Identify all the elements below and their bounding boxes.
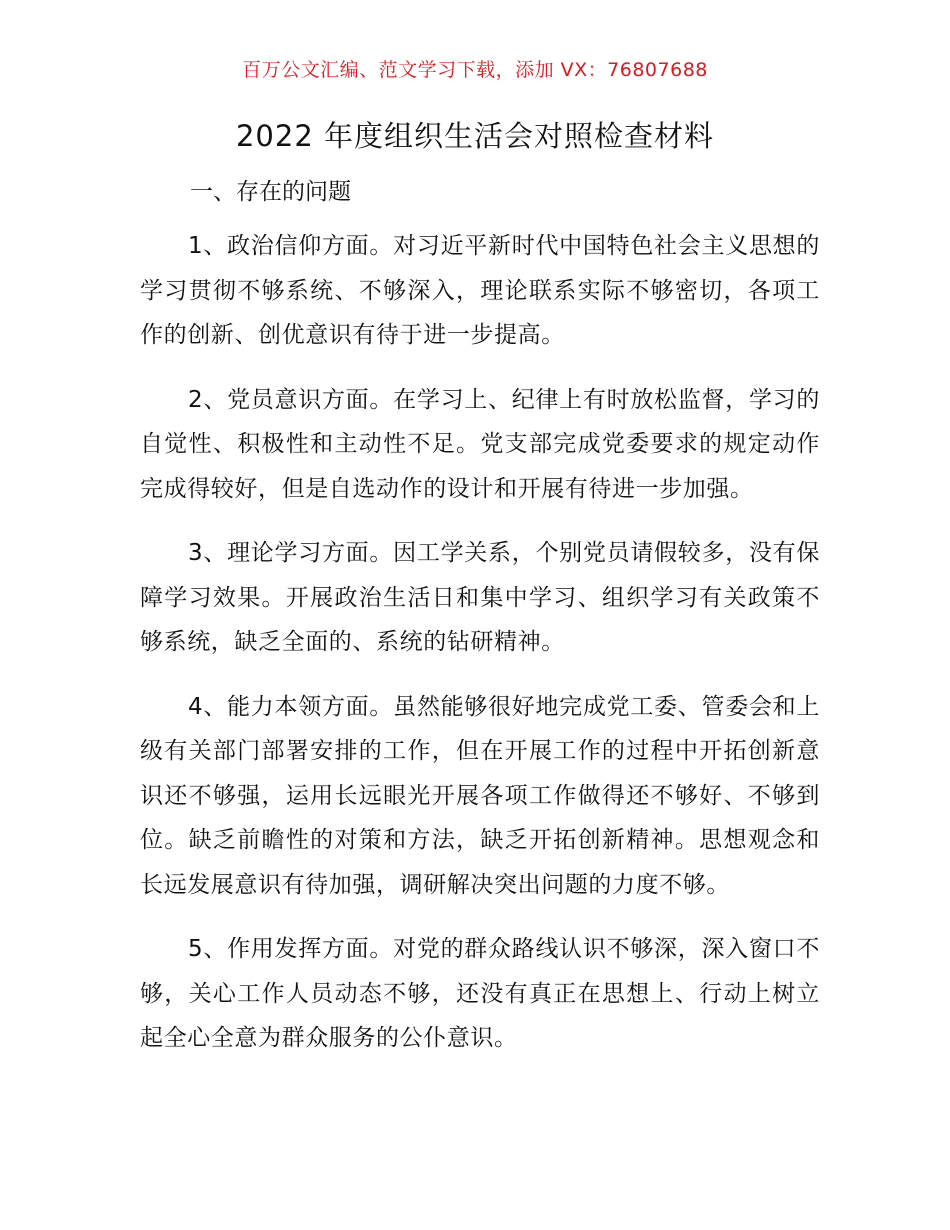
paragraph-political-belief: 1、政治信仰方面。对习近平新时代中国特色社会主义思想的学习贯彻不够系统、不够深入，理论联系实际不够密切，各项工作的创新、创优意识有待于进一步提高。	[140, 233, 820, 348]
paragraph-party-awareness: 2、党员意识方面。在学习上、纪律上有时放松监督，学习的自觉性、积极性和主动性不足。党支部完成党委要求的规定动作完成得较好，但是自选动作的设计和开展有待进一步加强。	[140, 386, 820, 502]
download-watermark-note: 百万公文汇编、范文学习下载，添加 VX：76807688	[242, 59, 708, 81]
paragraph-ability: 4、能力本领方面。虽然能够很好地完成党工委、管委会和上级有关部门部署安排的工作，但在开展工作的过程中开拓创新意识还不够强，运用长远眼光开展各项工作做得还不够好、不够到位。缺乏前瞻性的对策和方法，缺乏开拓创新精神。思想观念和长远发展意识有待加强，调研解决突出问题的力度不够。	[140, 693, 820, 898]
section-heading: 一、存在的问题	[190, 179, 351, 205]
paragraph-theory-study: 3、理论学习方面。因工学关系，个别党员请假较多，没有保障学习效果。开展政治生活日和集中学习、组织学习有关政策不够系统，缺乏全面的、系统的钻研精神。	[140, 540, 820, 655]
document-title: 2022 年度组织生活会对照检查材料	[235, 119, 715, 153]
document-body	[140, 224, 820, 1081]
paragraph-role-play: 5、作用发挥方面。对党的群众路线认识不够深，深入窗口不够，关心工作人员动态不够，还没有真正在思想上、行动上树立起全心全意为群众服务的公仆意识。	[140, 936, 820, 1051]
